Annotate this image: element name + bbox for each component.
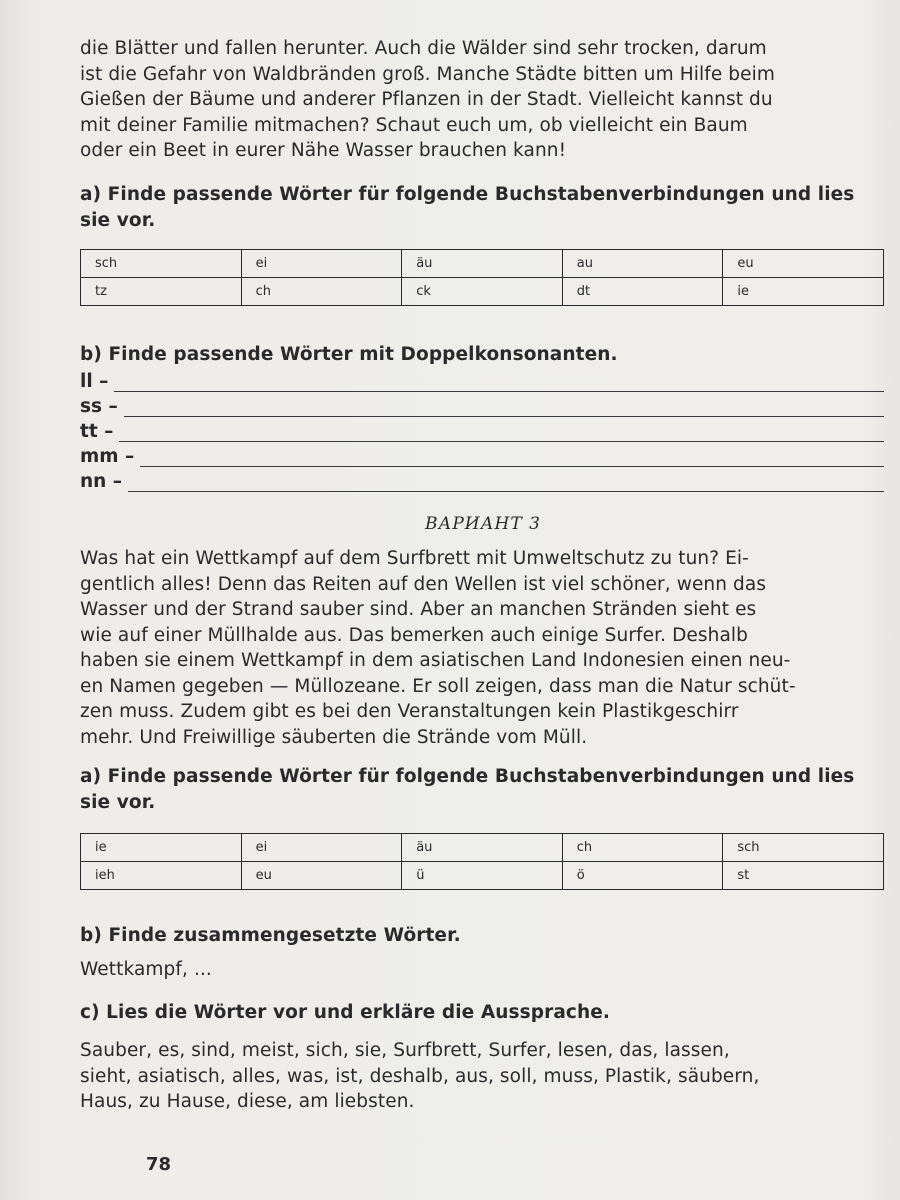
answer-line-rule[interactable] [128,473,884,492]
answer-line-label: nn – [80,471,123,492]
answer-line-label: ss – [80,396,118,417]
answer-line-tt[interactable] [80,418,884,442]
table-cell: ch [241,278,402,306]
variant-paragraph: Was hat ein Wettkampf auf dem Surfbrett mit Umweltschutz zu tun? Ei- gentlich alles! Denn das Reiten auf den Wellen ist viel schöner, wenn das Wasser und der Strand sauber sind. Aber an manchen Stränden sieht es wie auf einer Müllhalde aus. Das bemerken auch einige Surfer. Deshalb haben sie einem Wettkampf in dem asiatischen Land Indonesien einen neu- en Namen gegeben — Müllozeane. Er soll zeigen, dass man die Natur schüt- zen muss. Zudem gibt es bei den Veranstaltungen kein Plastikgeschirr mehr. Und Freiwillige säuberten die Strände vom Müll. [80,548,796,748]
answer-line-rule[interactable] [114,373,884,392]
table-cell: eu [241,862,402,890]
task2c-heading: c) Lies die Wörter vor und erkläre die Aussprache. [80,1002,611,1023]
answer-line-mm[interactable] [80,443,884,467]
variant-title: ВАРИАНТ 3 [425,514,541,534]
table-cell: ie [81,834,242,862]
table-row [81,834,884,862]
task1b-heading: b) Finde passende Wörter mit Doppelkonsonanten. [80,344,618,365]
answer-line-ss[interactable] [80,393,884,417]
task1a-letter-table [80,249,884,306]
table-cell: st [723,862,884,890]
answer-line-nn[interactable] [80,468,884,492]
table-cell: tz [81,278,242,306]
answer-line-rule[interactable] [124,398,884,417]
table-cell: au [562,250,723,278]
task2b-heading: b) Finde zusammengesetzte Wörter. [80,925,461,946]
task2c-word-list: Sauber, es, sind, meist, sich, sie, Surfbrett, Surfer, lesen, das, lassen, sieht, asiatisch, alles, was, ist, deshalb, aus, soll, muss, Plastik, säubern, Haus, zu Hause, diese, am liebsten. [80,1040,760,1112]
table-cell: sch [723,834,884,862]
table-row [81,278,884,306]
task1a-heading: a) Finde passende Wörter für folgende Buchstabenverbindungen und lies sie vor. [80,184,855,231]
table-cell: äu [402,834,563,862]
table-cell: ei [241,250,402,278]
task2b-example: Wettkampf, ... [80,959,212,980]
answer-line-label: ll – [80,371,109,392]
table-cell: ü [402,862,563,890]
table-cell: ie [723,278,884,306]
answer-line-rule[interactable] [140,448,884,467]
task2a-heading: a) Finde passende Wörter für folgende Buchstabenverbindungen und lies sie vor. [80,766,855,813]
page-number: 78 [146,1154,172,1175]
table-row [81,250,884,278]
answer-line-label: tt – [80,421,114,442]
table-cell: äu [402,250,563,278]
table-cell: ck [402,278,563,306]
table-cell: ieh [81,862,242,890]
answer-line-label: mm – [80,446,135,467]
table-cell: ch [562,834,723,862]
table-cell: eu [723,250,884,278]
table-cell: ö [562,862,723,890]
table-cell: ei [241,834,402,862]
table-row [81,862,884,890]
table-cell: dt [562,278,723,306]
task2a-letter-table [80,833,884,890]
answer-line-rule[interactable] [119,423,884,442]
table-cell: sch [81,250,242,278]
answer-line-ll[interactable] [80,368,884,392]
intro-paragraph: die Blätter und fallen herunter. Auch die Wälder sind sehr trocken, darum ist die Gefahr von Waldbränden groß. Manche Städte bitten um Hilfe beim Gießen der Bäume und anderer Pflanzen in der Stadt. Vielleicht kannst du mit deiner Familie mitmachen? Schaut euch um, ob vielleicht ein Baum oder ein Beet in eurer Nähe Wasser brauchen kann! [80,38,775,161]
